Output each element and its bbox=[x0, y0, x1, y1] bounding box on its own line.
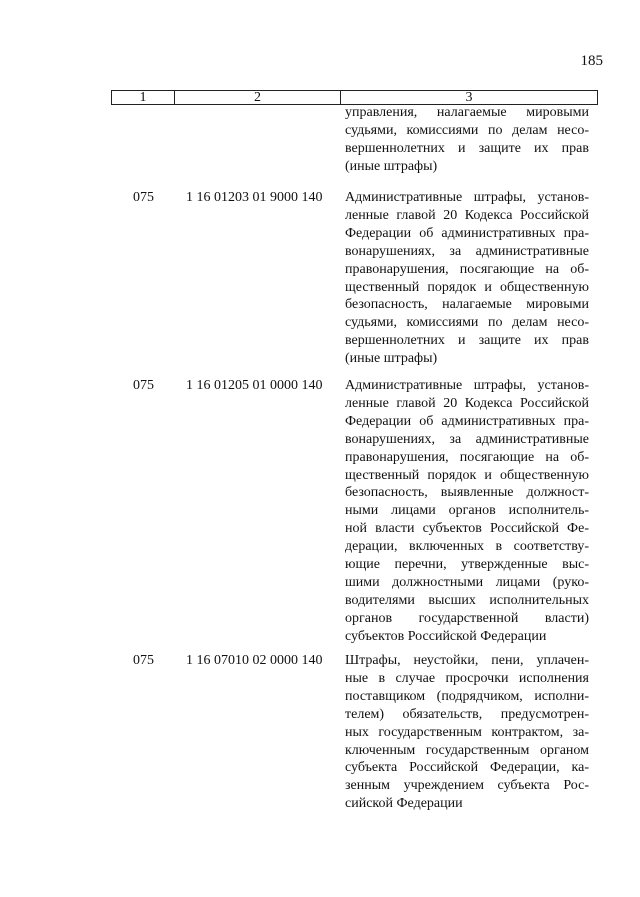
budget-classification-code: 1 16 01203 01 9000 140 bbox=[186, 190, 323, 205]
row-description bbox=[345, 377, 589, 646]
row-description bbox=[345, 189, 589, 368]
table-header bbox=[111, 90, 598, 105]
budget-classification-code: 1 16 07010 02 0000 140 bbox=[186, 653, 323, 668]
column-header-2: 2 bbox=[175, 91, 341, 104]
description-line: субъекта Российской Федерации, ка- bbox=[345, 760, 589, 776]
continuation-description bbox=[345, 104, 589, 176]
description-line: поставщиком (подрядчиком, исполни- bbox=[345, 688, 589, 704]
admin-code: 075 bbox=[133, 653, 154, 668]
description-line: судьями, комиссиями по делам несо- bbox=[345, 122, 589, 138]
description-line: вершеннолетних и защите их прав bbox=[345, 333, 589, 349]
description-line: вонарушениях, за административные bbox=[345, 431, 589, 447]
description-line: ленные главой 20 Кодекса Российской bbox=[345, 395, 589, 411]
description-line: Федерации об административных пра- bbox=[345, 413, 589, 429]
column-header-1: 1 bbox=[112, 91, 175, 104]
description-line: ключенным государственным органом bbox=[345, 742, 589, 758]
description-line: зенным учреждением субъекта Рос- bbox=[345, 778, 589, 794]
description-line: Административные штрафы, установ- bbox=[345, 378, 589, 393]
description-line: безопасность, выявленные должност- bbox=[345, 485, 589, 501]
description-line: Административные штрафы, установ- bbox=[345, 190, 589, 205]
description-line: вонарушениях, за административные bbox=[345, 243, 589, 259]
description-line: судьями, комиссиями по делам несо- bbox=[345, 315, 589, 331]
description-line: сийской Федерации bbox=[345, 796, 463, 812]
description-line: ных государственным контрактом, за- bbox=[345, 724, 589, 740]
admin-code: 075 bbox=[133, 190, 154, 205]
description-line: ные в случае просрочки исполнения bbox=[345, 670, 589, 686]
description-line: субъектов Российской Федерации bbox=[345, 628, 547, 644]
admin-code: 075 bbox=[133, 378, 154, 393]
description-line: правонарушения, посягающие на об- bbox=[345, 261, 589, 277]
description-line: вершеннолетних и защите их прав bbox=[345, 140, 589, 156]
page-number: 185 bbox=[580, 53, 603, 69]
description-line: шими должностными лицами (руко- bbox=[345, 574, 589, 590]
description-line: телем) обязательств, предусмотрен- bbox=[345, 706, 589, 722]
description-line: ленные главой 20 Кодекса Российской bbox=[345, 207, 589, 223]
description-line: управления, налагаемые мировыми bbox=[345, 105, 589, 120]
description-line: ной власти субъектов Российской Фе- bbox=[345, 521, 589, 537]
description-line: водителями высших исполнительных bbox=[345, 592, 589, 608]
budget-classification-code: 1 16 01205 01 0000 140 bbox=[186, 378, 323, 393]
description-line: щественный порядок и общественную bbox=[345, 279, 589, 295]
description-line: органов государственной власти) bbox=[345, 610, 589, 626]
description-line: (иные штрафы) bbox=[345, 351, 438, 367]
description-line: щественный порядок и общественную bbox=[345, 467, 589, 483]
description-line: дерации, включенных в соответству- bbox=[345, 539, 589, 555]
description-line: (иные штрафы) bbox=[345, 158, 438, 174]
description-line: Штрафы, неустойки, пени, уплачен- bbox=[345, 653, 589, 668]
row-description bbox=[345, 652, 589, 813]
description-line: безопасность, налагаемые мировыми bbox=[345, 297, 589, 313]
description-line: ными лицами органов исполнитель- bbox=[345, 503, 589, 519]
description-line: ющие перечни, утвержденные выс- bbox=[345, 557, 589, 573]
description-line: Федерации об административных пра- bbox=[345, 225, 589, 241]
description-line: правонарушения, посягающие на об- bbox=[345, 449, 589, 465]
column-header-3: 3 bbox=[465, 90, 473, 105]
